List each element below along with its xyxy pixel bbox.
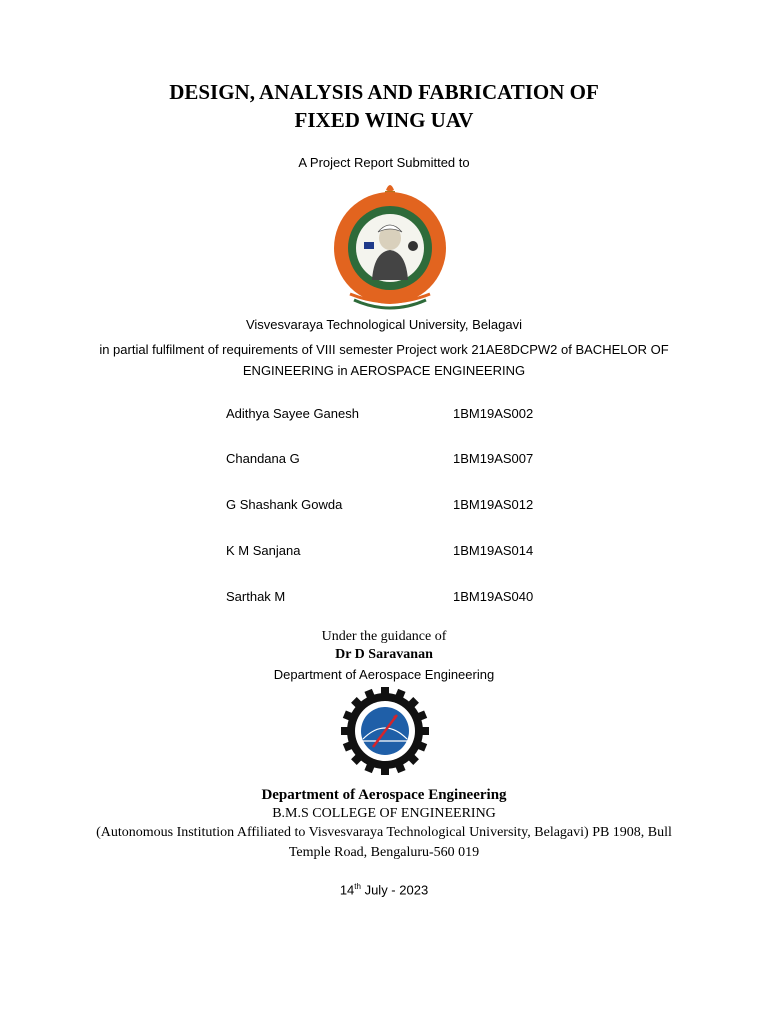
member-name: Adithya Sayee Ganesh (226, 406, 359, 421)
report-title-line-2: FIXED WING UAV (294, 108, 474, 132)
member-usn: 1BM19AS002 (453, 406, 534, 421)
requirement-line-2: ENGINEERING in AEROSPACE ENGINEERING (242, 363, 526, 378)
member-name: G Shashank Gowda (226, 497, 343, 512)
footer-department: Department of Aerospace Engineering (261, 787, 507, 803)
college-name: B.M.S COLLEGE OF ENGINEERING (272, 806, 496, 821)
date-day: 14 (339, 882, 355, 898)
vtu-logo (328, 176, 452, 312)
address-line-2: Temple Road, Bengaluru-560 019 (288, 845, 480, 860)
guidance-intro: Under the guidance of (321, 629, 447, 644)
member-usn: 1BM19AS014 (453, 543, 534, 558)
university-name: Visvesvaraya Technological University, Belagavi (245, 317, 523, 332)
member-usn: 1BM19AS040 (453, 589, 534, 604)
submitted-to-text: A Project Report Submitted to (298, 155, 470, 170)
requirement-line-1: in partial fulfilment of requirements of VIII semester Project work 21AE8DCPW2 of BACHELOR OF (99, 342, 669, 357)
bms-logo (341, 687, 429, 775)
member-name: Sarthak M (226, 589, 286, 604)
guide-name: Dr D Saravanan (335, 647, 433, 662)
member-name: Chandana G (226, 451, 300, 466)
member-name: K M Sanjana (226, 543, 301, 558)
member-usn: 1BM19AS012 (453, 497, 534, 512)
report-date (0, 882, 768, 897)
date-suffix: th (354, 882, 361, 891)
guide-department: Department of Aerospace Engineering (273, 667, 495, 682)
requirement-statement (0, 339, 768, 381)
report-title-line-1: DESIGN, ANALYSIS AND FABRICATION OF (169, 80, 599, 104)
address-line-1: (Autonomous Institution Affiliated to Visvesvaraya Technological University, Belagavi) PB 1908, Bull (96, 825, 672, 840)
college-address (0, 823, 768, 863)
date-rest: July - 2023 (360, 882, 429, 898)
member-usn: 1BM19AS007 (453, 451, 534, 466)
